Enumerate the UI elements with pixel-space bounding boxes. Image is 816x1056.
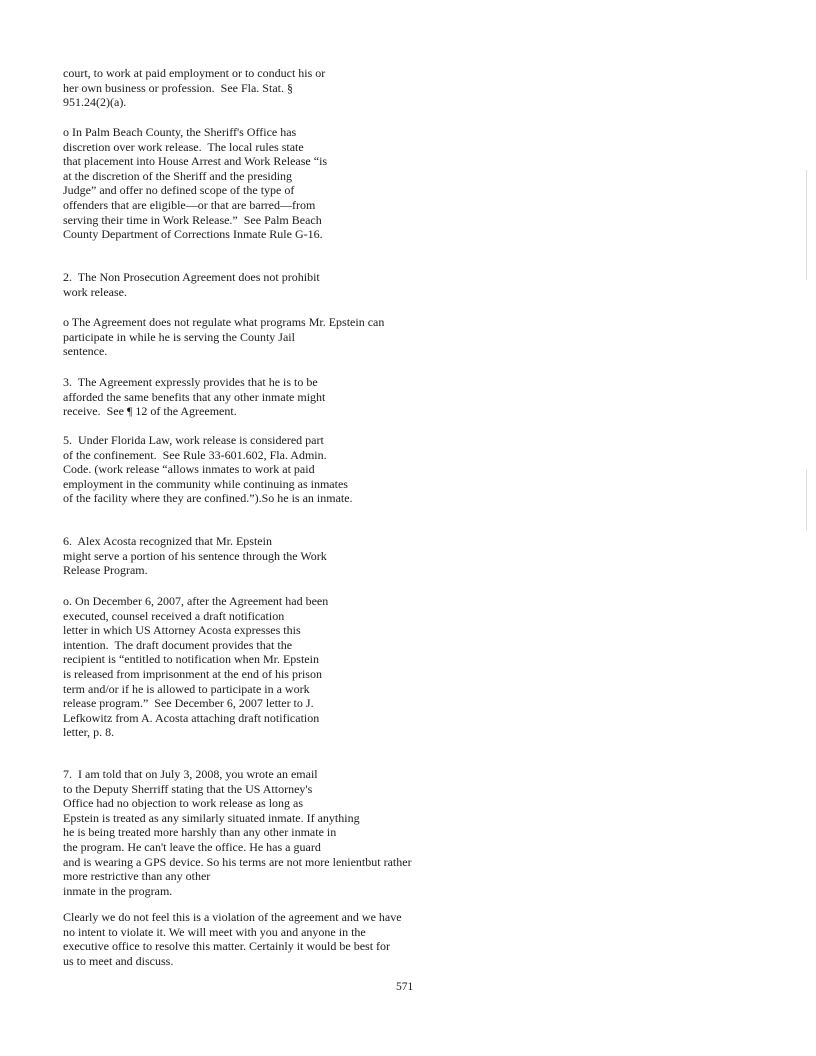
text-line: 5. Under Florida Law, work release is considered part [63,433,324,447]
text-line: that placement into House Arrest and Work Release “is [63,154,328,169]
text-line: is released from imprisonment at the end of his prison [63,666,322,681]
text-line: o. On December 6, 2007, after the Agreement had been [63,594,329,608]
text-line: inmate in the program. [63,883,173,898]
text-line: and is wearing a GPS device. So his terms are not more lenientbut rather [63,854,412,869]
paragraph-point-3 [63,375,325,419]
text-line: no intent to violate it. We will meet with you and anyone in the [63,924,366,939]
text-line: of the confinement. See Rule 33-601.602, Fla. Admin. [63,447,327,462]
text-line: at the discretion of the Sheriff and the presiding [63,168,293,183]
text-line: serving their time in Work Release.” See Palm Beach [63,212,322,227]
text-line: 7. I am told that on July 3, 2008, you wrote an email [63,767,318,781]
scan-edge-mark [806,470,807,530]
text-line: Epstein is treated as any similarly situated inmate. If anything [63,810,360,825]
text-line: Office had no objection to work release as long as [63,796,304,811]
text-line: Judge” and offer no defined scope of the type of [63,183,295,198]
text-line: intention. The draft document provides that the [63,637,293,652]
text-line: afforded the same benefits that any other inmate might [63,389,326,404]
text-line: 2. The Non Prosecution Agreement does not prohibit [63,270,320,284]
paragraph-point-2 [63,270,320,299]
text-line: her own business or profession. See Fla. Stat. § [63,80,293,95]
text-line: executed, counsel received a draft notification [63,608,285,623]
text-line: employment in the community while continuing as inmates [63,476,348,491]
text-line: release program.” See December 6, 2007 letter to J. [63,696,314,711]
text-line: sentence. [63,344,108,359]
paragraph-conclusion [63,910,402,968]
text-line: term and/or if he is allowed to participate in a work [63,681,310,696]
text-line: o The Agreement does not regulate what programs Mr. Epstein can [63,315,385,329]
paragraph-agreement-programs [63,315,384,359]
text-line: the program. He can't leave the office. He has a guard [63,839,321,854]
text-line: offenders that are eligible—or that are barred—from [63,197,316,212]
text-line: discretion over work release. The local rules state [63,139,304,154]
text-line: executive office to resolve this matter. Certainly it would be best for [63,939,391,954]
scan-edge-mark [806,170,807,280]
text-line: court, to work at paid employment or to conduct his or [63,66,326,80]
text-line: Code. (work release “allows inmates to work at paid [63,462,315,477]
text-line: receive. See ¶ 12 of the Agreement. [63,404,237,419]
text-line: Clearly we do not feel this is a violation of the agreement and we have [63,910,402,924]
text-line: us to meet and discuss. [63,953,174,968]
text-line: 951.24(2)(a). [63,95,127,110]
text-line: more restrictive than any other [63,869,211,884]
page-number: 571 [396,981,414,993]
text-line: o In Palm Beach County, the Sheriff's Office has [63,125,297,139]
paragraph-point-5 [63,433,353,506]
paragraph-point-6 [63,534,327,578]
text-line: letter, p. 8. [63,725,115,740]
text-line: work release. [63,284,127,299]
text-line: County Department of Corrections Inmate Rule G-16. [63,227,323,242]
text-line: letter in which US Attorney Acosta expresses this [63,623,301,638]
text-line: 6. Alex Acosta recognized that Mr. Epstein [63,534,272,548]
text-line: recipient is “entitled to notification when Mr. Epstein [63,652,319,667]
text-line: he is being treated more harshly than any other inmate in [63,825,337,840]
text-line: of the facility where they are confined.”).So he is an inmate. [63,491,353,506]
text-line: Release Program. [63,563,148,578]
text-line: 3. The Agreement expressly provides that he is to be [63,375,318,389]
text-line: might serve a portion of his sentence through the Work [63,548,327,563]
paragraph-palm-beach-sheriff [63,125,327,242]
paragraph-statute-continuation [63,66,325,110]
text-line: Lefkowitz from A. Acosta attaching draft notification [63,710,320,725]
text-line: to the Deputy Sherriff stating that the US Attorney's [63,781,313,796]
paragraph-point-7 [63,767,412,898]
paragraph-december-notification [63,594,328,740]
text-line: participate in while he is serving the County Jail [63,329,295,344]
